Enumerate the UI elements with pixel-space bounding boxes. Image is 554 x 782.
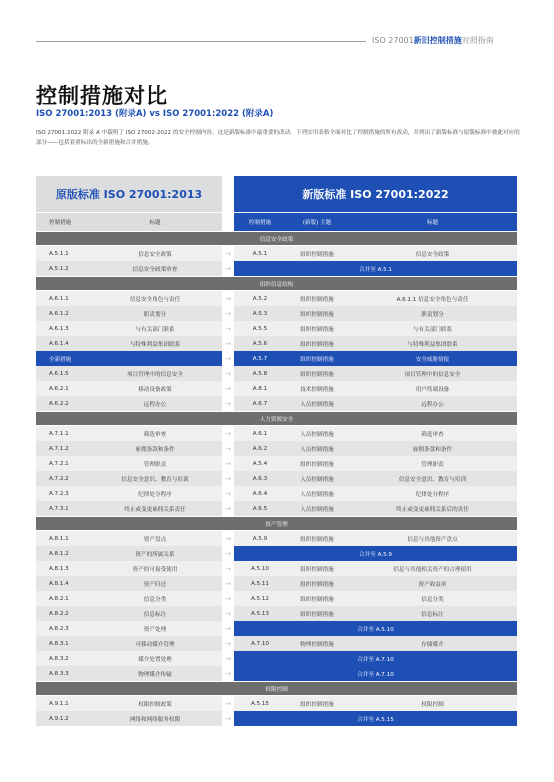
arrow-icon: → [225,504,231,513]
new-control-id: A.5.9 [234,531,286,546]
old-control-id: A.6.1.3 [36,321,88,336]
arrow-icon: → [225,534,231,543]
old-control-id: 全新措施 [36,351,88,366]
control-theme: 组织控制措施 [286,576,348,591]
table-row [36,636,517,651]
old-control-title: 管理职责 [88,456,222,471]
old-control-id: A.8.3.3 [36,666,88,681]
new-standard-header: 新版标准 ISO 27001:2022 [234,176,517,212]
new-control-id: A.5.7 [234,351,286,366]
old-control-title: 可移动媒介管理 [88,636,222,651]
old-control-id: A.8.1.4 [36,576,88,591]
new-control-title: 信息分类 [348,591,517,606]
arrow-icon: → [225,324,231,333]
new-control-title: 用户终端设备 [348,381,517,396]
old-control-id: A.9.1.1 [36,696,88,711]
arrow-icon: → [225,624,231,633]
table-row [36,261,517,276]
arrow-icon: → [225,654,231,663]
new-control-title: 远程办公 [348,396,517,411]
control-theme: 组织控制措施 [286,561,348,576]
table-row [36,426,517,441]
old-control-title: 权限控制政策 [88,696,222,711]
arrow-icon: → [225,714,231,723]
new-control-id: A.5.15 [234,696,286,711]
merge-note: 合并至 A.5.10 [234,621,517,636]
table-row [36,486,517,501]
old-control-id: A.7.2.2 [36,471,88,486]
control-theme: 组织控制措施 [286,531,348,546]
old-control-id: A.6.1.4 [36,336,88,351]
arrow-icon: → [225,669,231,678]
control-theme: 组织控制措施 [286,351,348,366]
old-control-title: 信息分类 [88,591,222,606]
section-header: 资产管理 [36,517,517,530]
new-control-id: A.5.12 [234,591,286,606]
old-control-title: 信息标注 [88,606,222,621]
control-theme: 人员控制措施 [286,396,348,411]
control-theme: 组织控制措施 [286,456,348,471]
control-theme: 人员控制措施 [286,441,348,456]
arrow-icon: → [225,609,231,618]
table-row [36,606,517,621]
intro-paragraph: ISO 27001:2022 附录 A 中载明了 ISO 27002:2022 的安全控制内容，这是新版标准中最重要的改动。下列实用表格全面对比了控制措施的所有改动，并列出了新版标准与原版标准中被此对应的部分——包括着重标出的全新措施和合并措施。 [36,130,520,146]
new-control-title: 职责划分 [348,306,517,321]
control-theme: 组织控制措施 [286,306,348,321]
col-old-control: 控制措施 [36,213,88,231]
table-row [36,561,517,576]
new-control-id: A.5.10 [234,561,286,576]
old-control-id: A.6.1.5 [36,366,88,381]
old-control-title: 信息安全政策 [88,246,222,261]
old-control-title: 雇佣条款和条件 [88,441,222,456]
old-control-id: A.6.2.2 [36,396,88,411]
old-control-id: A.8.2.3 [36,621,88,636]
old-control-title [88,351,222,366]
comparison-table [36,176,517,726]
old-control-title: 物理媒介传输 [88,666,222,681]
old-control-title: 信息安全意识、教育与培训 [88,471,222,486]
arrow-icon: → [225,309,231,318]
new-control-title: 纪律处分程序 [348,486,517,501]
control-theme: 组织控制措施 [286,366,348,381]
new-control-title: 信息安全意识、教育与培训 [348,471,517,486]
arrow-icon: → [225,579,231,588]
running-header: ISO 27001新旧控制措施对照指南 [372,36,494,45]
new-control-id: A.5.4 [234,456,286,471]
old-control-title: 远程办公 [88,396,222,411]
section-header: 人力资源安全 [36,412,517,425]
new-control-title: 信息标注 [348,606,517,621]
new-control-title: 雇佣条款和条件 [348,441,517,456]
arrow-icon: → [225,249,231,258]
table-row [36,396,517,411]
control-theme: 人员控制措施 [286,501,348,516]
new-control-title: 筛选审查 [348,426,517,441]
new-control-title: 信息与其他相关资产的合理使用 [348,561,517,576]
new-control-title: 项目管理中的信息安全 [348,366,517,381]
old-control-title: 资产处理 [88,621,222,636]
new-control-title: 与有关部门联系 [348,321,517,336]
new-control-title: A.6.1.1 信息安全角色与责任 [348,291,517,306]
arrow-icon: → [225,384,231,393]
col-theme: (新版) 主题 [286,213,348,231]
old-control-id: A.7.2.1 [36,456,88,471]
new-control-title: 管理职责 [348,456,517,471]
merge-note: 合并至 A.5.1 [234,261,517,276]
table-row [36,306,517,321]
new-control-id: A.5.6 [234,336,286,351]
control-theme: 组织控制措施 [286,696,348,711]
new-control-id: A.7.10 [234,636,286,651]
old-control-title: 资产的所属关系 [88,546,222,561]
table-row [36,471,517,486]
arrow-icon: → [225,564,231,573]
new-control-title: 资产收益率 [348,576,517,591]
old-control-id: A.7.1.1 [36,426,88,441]
old-control-id: A.6.2.1 [36,381,88,396]
section-header: 信息安全政策 [36,232,517,245]
old-control-id: A.8.1.2 [36,546,88,561]
arrow-icon: → [225,459,231,468]
arrow-icon: → [225,474,231,483]
arrow-icon: → [225,294,231,303]
old-control-id: A.8.2.2 [36,606,88,621]
control-theme: 组织控制措施 [286,291,348,306]
merge-note: 合并至 A.5.15 [234,711,517,726]
old-control-id: A.9.1.2 [36,711,88,726]
old-control-title: 与有关部门联系 [88,321,222,336]
arrow-icon: → [225,429,231,438]
old-control-id: A.6.1.1 [36,291,88,306]
table-row [36,246,517,261]
arrow-icon: → [225,699,231,708]
table-row [36,456,517,471]
old-control-title: 筛选审查 [88,426,222,441]
table-group-header [36,176,517,212]
control-theme: 物理控制措施 [286,636,348,651]
control-theme: 组织控制措施 [286,336,348,351]
new-control-id: A.5.1 [234,246,286,261]
new-control-title: 权限控制 [348,696,517,711]
column-header-row [36,213,517,231]
table-row [36,696,517,711]
new-control-id: A.6.2 [234,441,286,456]
old-control-id: A.7.1.2 [36,441,88,456]
arrow-icon: → [225,399,231,408]
header-rule [36,41,366,42]
new-control-title: 终止或变更雇佣关系后的责任 [348,501,517,516]
new-control-id: A.5.2 [234,291,286,306]
old-control-title: 移动设备政策 [88,381,222,396]
table-row [36,441,517,456]
old-control-title: 媒介处置处理 [88,651,222,666]
col-new-control: 控制措施 [234,213,286,231]
table-row [36,336,517,351]
arrow-icon: → [225,549,231,558]
old-control-id: A.8.2.1 [36,591,88,606]
old-control-title: 信息安全角色与责任 [88,291,222,306]
old-standard-header: 原版标准 ISO 27001:2013 [36,176,222,212]
table-row [36,366,517,381]
old-control-title: 终止或变更雇佣关系责任 [88,501,222,516]
new-control-title: 安全威胁情报 [348,351,517,366]
control-theme: 组织控制措施 [286,321,348,336]
table-row [36,291,517,306]
control-theme: 技术控制措施 [286,381,348,396]
section-header: 权限控制 [36,682,517,695]
section-header: 组织信息结构 [36,277,517,290]
new-control-id: A.5.13 [234,606,286,621]
old-control-title: 职责划分 [88,306,222,321]
control-theme: 人员控制措施 [286,471,348,486]
new-control-id: A.5.5 [234,321,286,336]
control-theme: 组织控制措施 [286,591,348,606]
old-control-title: 资产盘点 [88,531,222,546]
arrow-icon: → [225,369,231,378]
merge-note: 合并至 A.7.10 [234,651,517,666]
new-control-id: A.6.1 [234,426,286,441]
table-row [36,591,517,606]
old-control-id: A.7.3.1 [36,501,88,516]
old-control-id: A.8.1.1 [36,531,88,546]
old-control-title: 资产的可接受使用 [88,561,222,576]
col-new-title: 标题 [348,213,517,231]
old-control-id: A.8.3.1 [36,636,88,651]
old-control-id: A.6.1.2 [36,306,88,321]
old-control-title: 项目管理中的信息安全 [88,366,222,381]
new-control-title: 与特殊利益集团联系 [348,336,517,351]
table-row [36,666,517,681]
arrow-icon: → [225,489,231,498]
old-control-title: 资产归还 [88,576,222,591]
control-theme: 人员控制措施 [286,486,348,501]
new-control-id: A.5.3 [234,306,286,321]
new-control-title: 存储媒介 [348,636,517,651]
new-control-title: 信息与其他资产盘点 [348,531,517,546]
old-control-id: A.5.1.1 [36,246,88,261]
new-control-title: 信息安全政策 [348,246,517,261]
old-control-id: A.5.1.2 [36,261,88,276]
arrow-icon: → [225,594,231,603]
table-row [36,501,517,516]
new-control-id: A.6.4 [234,486,286,501]
old-control-title: 纪律处分程序 [88,486,222,501]
arrow-icon: → [225,639,231,648]
old-control-id: A.7.2.3 [36,486,88,501]
old-control-id: A.8.1.3 [36,561,88,576]
new-control-id: A.6.5 [234,501,286,516]
new-control-id: A.5.11 [234,576,286,591]
arrow-icon: → [225,444,231,453]
table-row [36,711,517,726]
table-row [36,381,517,396]
table-row [36,531,517,546]
table-row [36,576,517,591]
table-row [36,546,517,561]
table-body [36,232,517,726]
arrow-icon: → [225,339,231,348]
merge-note: 合并至 A.5.9 [234,546,517,561]
new-control-id: A.5.8 [234,366,286,381]
col-old-title: 标题 [88,213,222,231]
control-theme: 组织控制措施 [286,606,348,621]
arrow-icon: → [225,354,231,363]
merge-note: 合并至 A.7.10 [234,666,517,681]
table-row [36,621,517,636]
new-control-row [36,351,517,366]
table-row [36,651,517,666]
control-theme: 组织控制措施 [286,246,348,261]
new-control-id: A.6.7 [234,396,286,411]
control-theme: 人员控制措施 [286,426,348,441]
old-control-title: 信息安全政策审查 [88,261,222,276]
page-title: 控制措施对比 [36,84,168,108]
old-control-id: A.8.3.2 [36,651,88,666]
page-subtitle: ISO 27001:2013 (附录A) vs ISO 27001:2022 (附录A) [36,109,274,119]
old-control-title: 与特殊利益集团联系 [88,336,222,351]
table-row [36,321,517,336]
new-control-id: A.8.1 [234,381,286,396]
new-control-id: A.6.3 [234,471,286,486]
old-control-title: 网络和网络服务权限 [88,711,222,726]
arrow-icon: → [225,264,231,273]
